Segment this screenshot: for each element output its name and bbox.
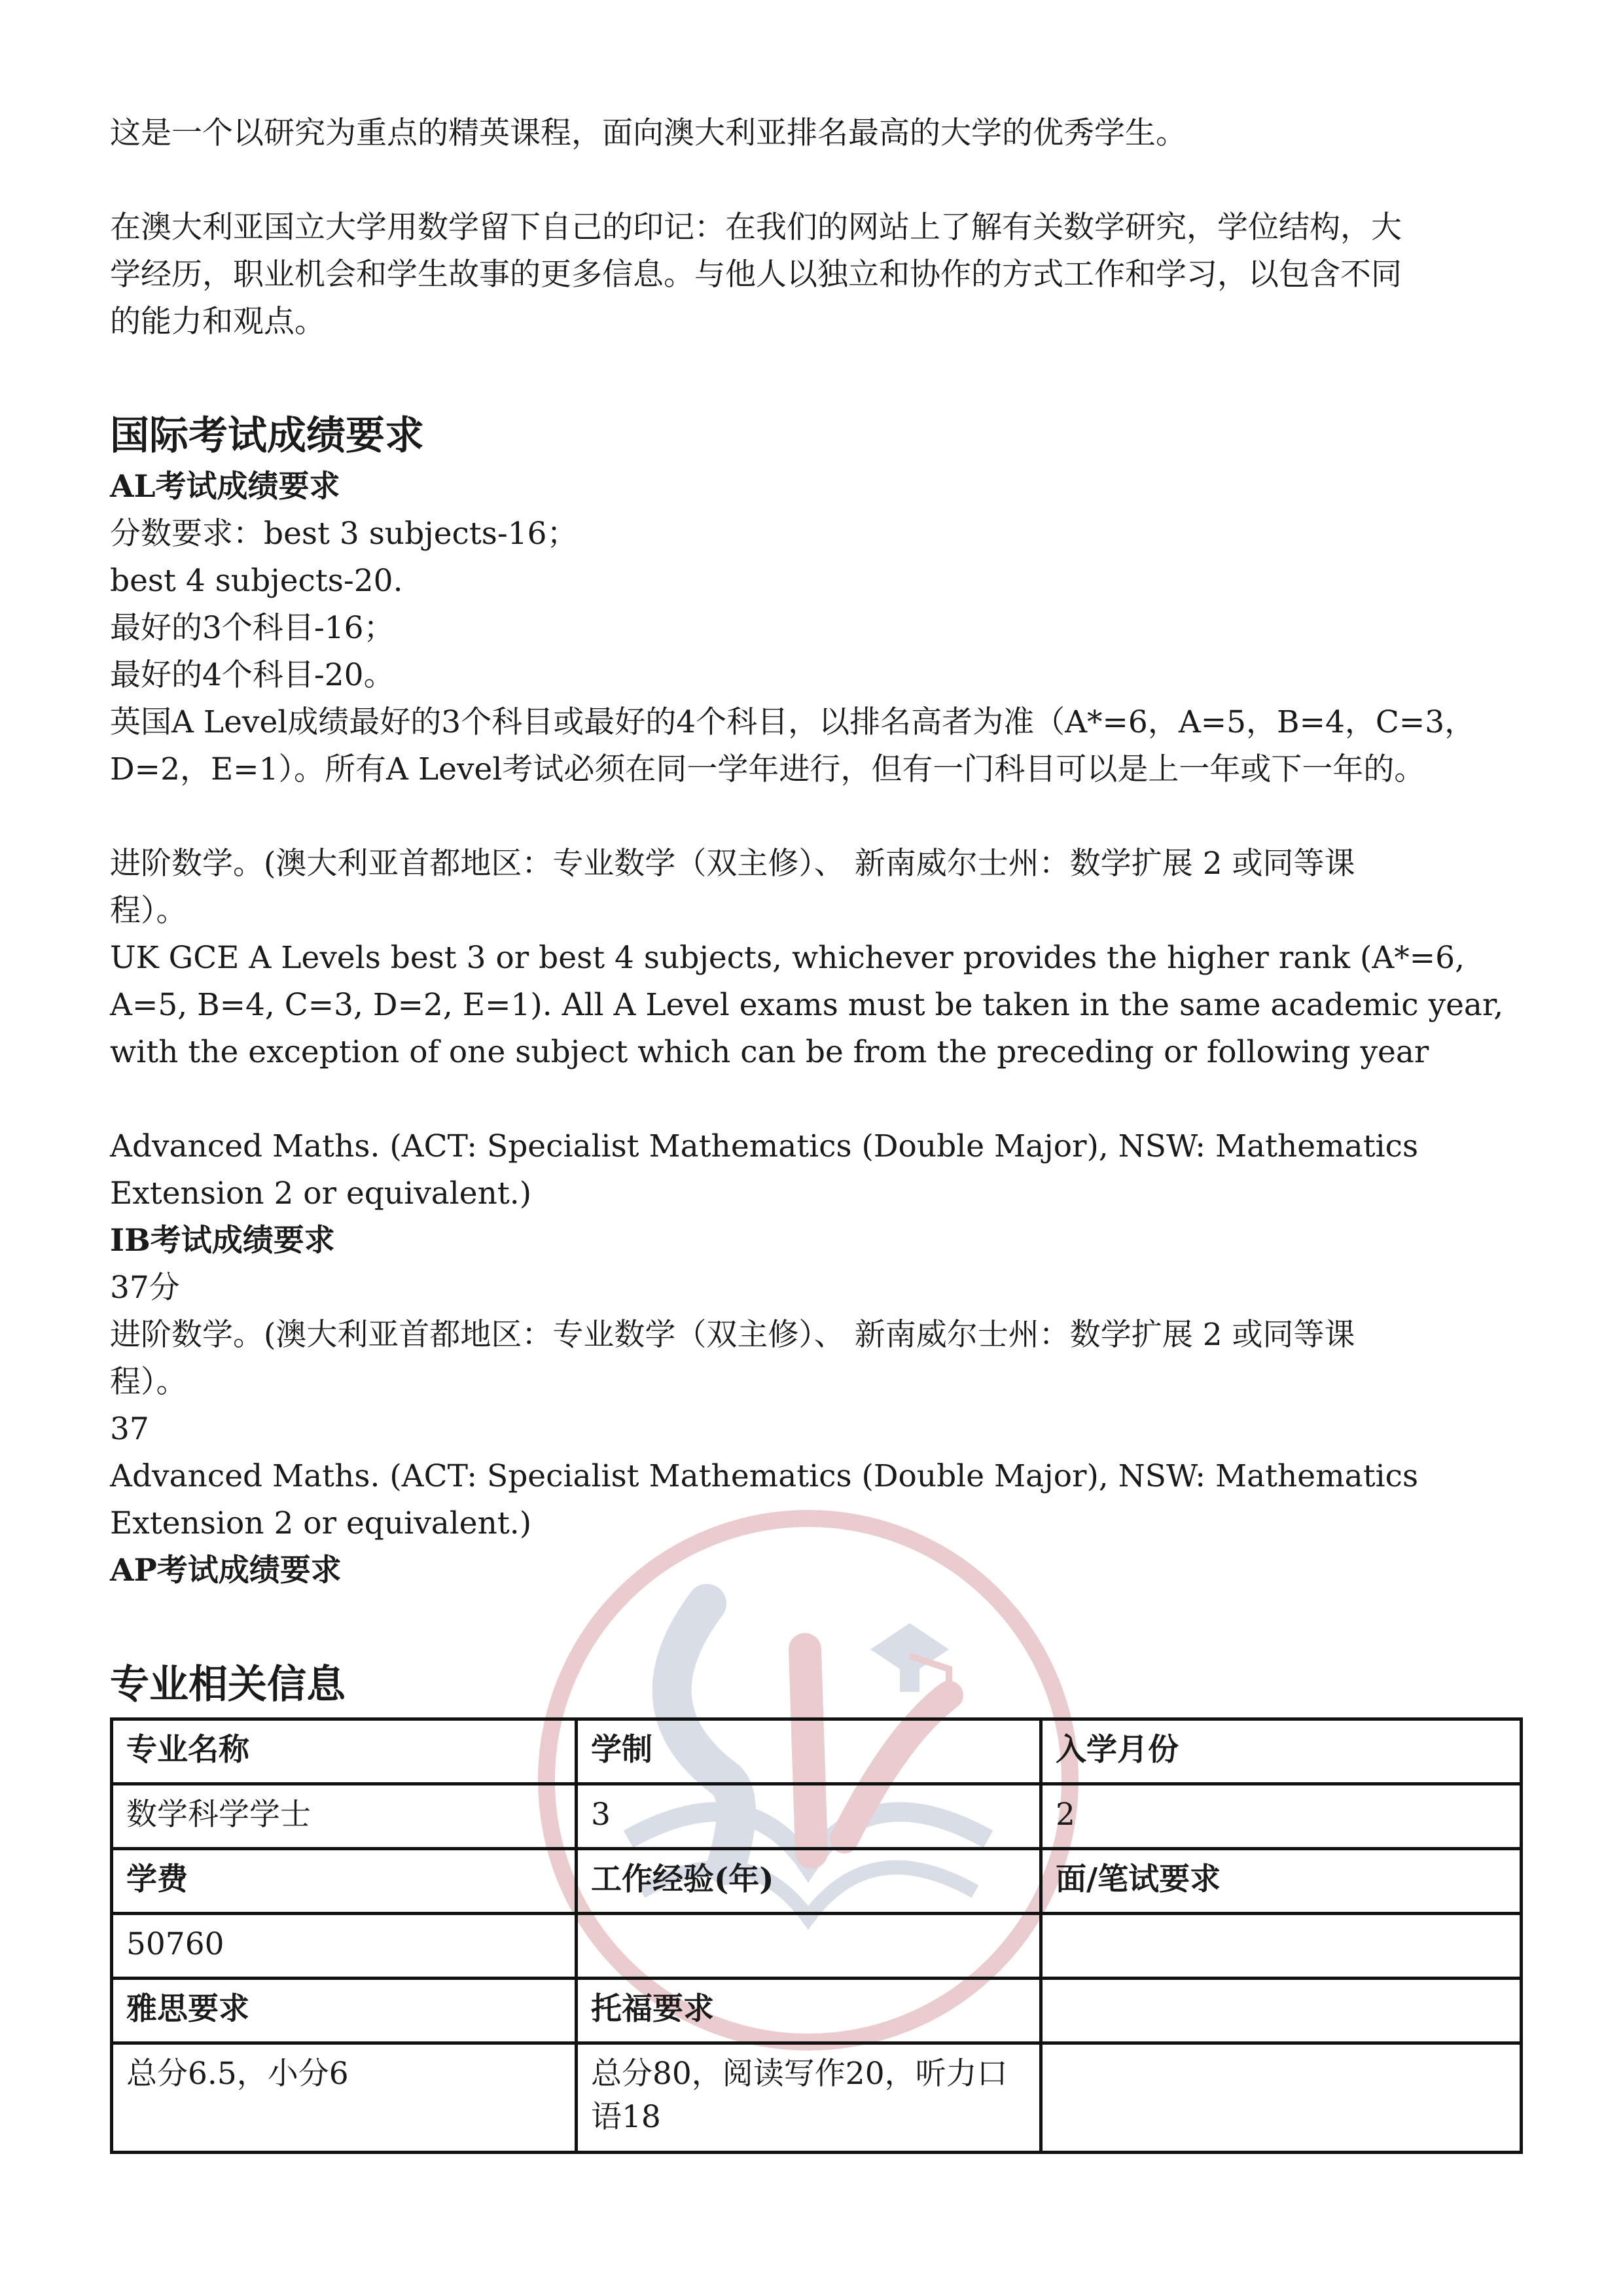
table-header-cell: 面/笔试要求 (1041, 1849, 1522, 1914)
text-line: 最好的4个科目-20。 (110, 657, 395, 693)
table-cell: 总分80，阅读写作20，听力口语18 (577, 2043, 1041, 2153)
table-row (112, 1979, 1522, 2043)
subheading-al: AL考试成绩要求 (110, 469, 340, 505)
text-line: 英国A Level成绩最好的3个科目或最好的4个科目，以排名高者为准（A*=6，A=5，B=4，C=3， (110, 704, 1476, 740)
ib-requirements (110, 1265, 1517, 1547)
section-heading-intl-exam: 国际考试成绩要求 (110, 413, 424, 459)
text-line: 进阶数学。(澳大利亚首都地区：专业数学（双主修）、 新南威尔士州：数学扩展 2 或同等课 (110, 846, 1355, 882)
table-cell (1041, 1914, 1522, 1979)
table-cell (1041, 2043, 1522, 2153)
table-cell: 50760 (112, 1914, 577, 1979)
text-line: A=5, B=4, C=3, D=2, E=1). All A Level exams must be taken in the same academic year, (110, 987, 1504, 1023)
table-cell: 3 (577, 1784, 1041, 1849)
table-header-cell: 工作经验(年) (577, 1849, 1041, 1914)
table-header-cell: 学费 (112, 1849, 577, 1914)
program-info-table (110, 1717, 1523, 2154)
table-header-cell: 入学月份 (1041, 1719, 1522, 1784)
table-header-cell: 托福要求 (577, 1979, 1041, 2043)
text-line: 分数要求：best 3 subjects-16； (110, 516, 578, 552)
document-content (110, 110, 1517, 2154)
text-line: best 4 subjects-20. (110, 563, 403, 599)
table-cell: 2 (1041, 1784, 1522, 1849)
text-line: Extension 2 or equivalent.) (110, 1505, 532, 1541)
text-line: Extension 2 or equivalent.) (110, 1175, 532, 1211)
table-row (112, 1849, 1522, 1914)
table-row (112, 1914, 1522, 1979)
text-line: 的能力和观点。 (110, 304, 325, 340)
table-row (112, 1784, 1522, 1849)
text-line: 37分 (110, 1270, 180, 1306)
al-requirements (110, 511, 1517, 1217)
text-line: 在澳大利亚国立大学用数学留下自己的印记：在我们的网站上了解有关数学研究，学位结构，大 (110, 209, 1402, 245)
table-header-cell (1041, 1979, 1522, 2043)
intro-paragraph-2 (110, 204, 1517, 346)
table-cell (577, 1914, 1041, 1979)
table-header-cell: 学制 (577, 1719, 1041, 1784)
text-line: Advanced Maths. (ACT: Specialist Mathematics (Double Major), NSW: Mathematics (110, 1128, 1419, 1164)
text-line: D=2，E=1）。所有A Level考试必须在同一学年进行，但有一门科目可以是上一年或下一年的。 (110, 751, 1425, 787)
intro-paragraph-1: 这是一个以研究为重点的精英课程，面向澳大利亚排名最高的大学的优秀学生。 (110, 115, 1186, 151)
table-header-cell: 专业名称 (112, 1719, 577, 1784)
text-line: 最好的3个科目-16； (110, 610, 395, 646)
table-header-cell: 雅思要求 (112, 1979, 577, 2043)
text-line: with the exception of one subject which can be from the preceding or following year (110, 1034, 1429, 1070)
text-line: 37 (110, 1411, 149, 1447)
table-row (112, 2043, 1522, 2153)
table-cell: 总分6.5，小分6 (112, 2043, 577, 2153)
text-line: UK GCE A Levels best 3 or best 4 subjects, whichever provides the higher rank (A*=6, (110, 940, 1465, 976)
text-line: 学经历，职业机会和学生故事的更多信息。与他人以独立和协作的方式工作和学习，以包含不同 (110, 257, 1402, 293)
text-line: 程）。 (110, 893, 187, 929)
subheading-ib: IB考试成绩要求 (110, 1223, 335, 1259)
table-row (112, 1719, 1522, 1784)
text-line: 进阶数学。(澳大利亚首都地区：专业数学（双主修）、 新南威尔士州：数学扩展 2 或同等课 (110, 1317, 1355, 1353)
table-cell: 数学科学学士 (112, 1784, 577, 1849)
section-heading-program-info: 专业相关信息 (110, 1662, 346, 1708)
subheading-ap: AP考试成绩要求 (110, 1552, 342, 1588)
text-line: 程）。 (110, 1364, 187, 1400)
text-line: Advanced Maths. (ACT: Specialist Mathematics (Double Major), NSW: Mathematics (110, 1458, 1419, 1494)
